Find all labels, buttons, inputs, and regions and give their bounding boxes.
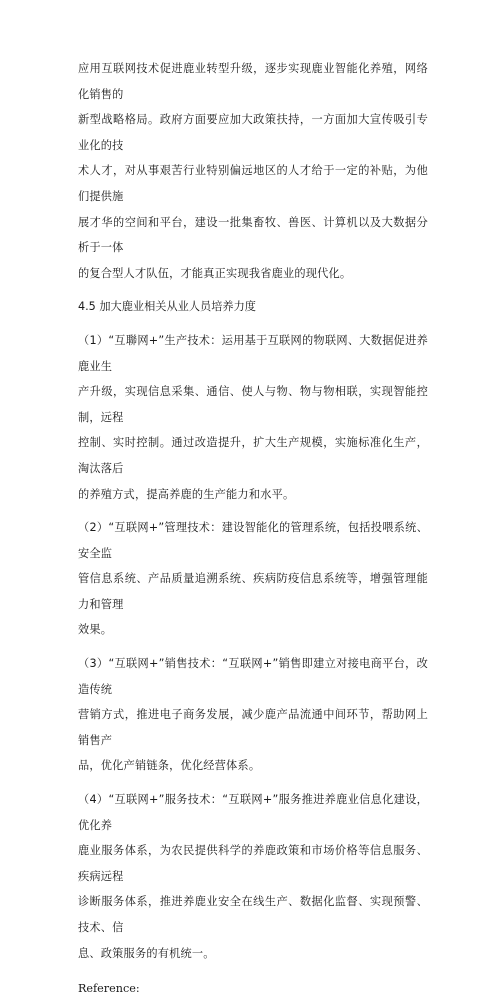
reference-label: Reference: <box>78 982 140 996</box>
section-heading: 4.5 加大鹿业相关从业人员培养力度 <box>78 300 256 314</box>
document-body <box>78 56 428 1002</box>
paragraph-service-tech: （4）“互联网+”服务技术：“互联网+”服务推进养鹿业信息化建设，优化养 鹿业服务体系，为农民提供科学的养鹿政策和市场价格等信息服务、疾病远程 诊断服务体系，推进养鹿业安全在线生产、数据化监督、实现预警、技术、信 息、政策服务的有机统一。 <box>78 793 428 960</box>
paragraph-intro: 应用互联网技术促进鹿业转型升级，逐步实现鹿业智能化养殖，网络化销售的 新型战略格局。政府方面要应加大政策扶持，一方面加大宣传吸引专业化的技 术人才，对从事艰苦行业特别偏远地区的人才给于一定的补贴，为他们提供施 展才华的空间和平台，建设一批集畜牧、兽医、计算机以及大数据分析于一体 的复合型人才队伍，才能真正实现我省鹿业的现代化。 <box>78 62 428 280</box>
paragraph-management-tech: （2）“互联网+”管理技术：建设智能化的管理系统，包括投喂系统、安全监 管信息系统、产品质量追溯系统、疾病防疫信息系统等，增强管理能力和管理 效果。 <box>78 521 428 637</box>
paragraph-sales-tech: （3）“互联网+”销售技术：“互联网+”销售即建立对接电商平台，改造传统 营销方式，推进电子商务发展，减少鹿产品流通中间环节，帮助网上销售产 品，优化产销链条，优化经营体系。 <box>78 657 428 773</box>
paragraph-production-tech: （1）“互聯网+”生产技术：运用基于互联网的物联网、大数据促进养鹿业生 产升级，实现信息采集、通信、使人与物、物与物相联，实现智能控制，远程 控制、实时控制。通过改造提升，扩大生产规模，实施标准化生产，淘汰落后 的养殖方式，提高养鹿的生产能力和水平。 <box>78 333 428 501</box>
